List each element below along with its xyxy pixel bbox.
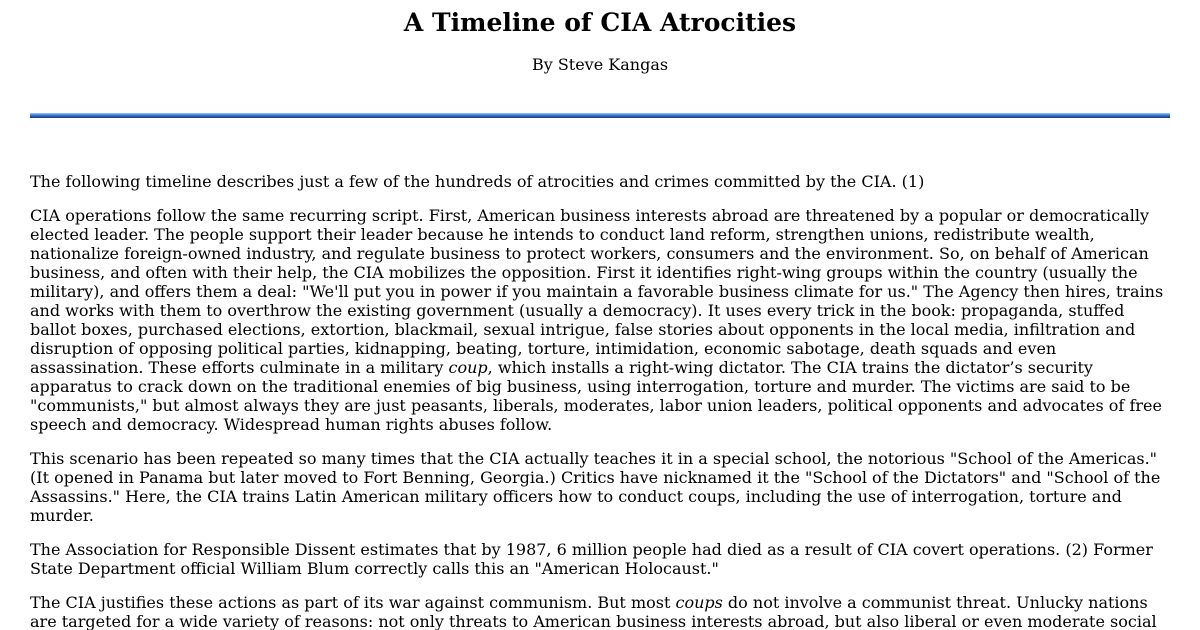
author-byline: By Steve Kangas xyxy=(531,55,669,74)
article-body xyxy=(30,172,1170,630)
horizontal-rule xyxy=(30,113,1170,118)
paragraph-justification xyxy=(30,593,1170,630)
emphasis-coup: coup xyxy=(448,358,488,377)
paragraph-script xyxy=(30,206,1170,434)
paragraph-text: do not involve a communist threat. Unlucky nations are targeted for a wide variety of reasons: not only threats to American business interests abroad, but also liberal or even moderate social xyxy=(30,593,1157,630)
paragraph-text: The Association for Responsible Dissent estimates that by 1987, 6 million people had died as a result of CIA covert operations. (2) Former State Department official William Blum correctly calls this an "American Holocaust." xyxy=(30,540,1153,578)
paragraph-text: The following timeline describes just a few of the hundreds of atrocities and crimes committed by the CIA. (1) xyxy=(30,172,925,191)
paragraph-text: This scenario has been repeated so many times that the CIA actually teaches it in a special school, the notorious "School of the Americas." (It opened in Panama but later moved to Fort Benning, Georgia.) Critics have nicknamed it the "School of the Dictators" and "School of the Assassins." Here, the CIA trains Latin American military officers how to conduct coups, including the use of interrogation, torture and murder. xyxy=(30,449,1161,525)
paragraph-school xyxy=(30,449,1170,525)
page-title: A Timeline of CIA Atrocities xyxy=(403,8,797,37)
paragraph-text: CIA operations follow the same recurring script. First, American business interests abroad are threatened by a popular or democratically elected leader. The people support their leader because he intends to conduct land reform, strengthen unions, redistribute wealth, nationalize foreign-owned industry, and regulate business to protect workers, consumers and the environment. So, on behalf of American business, and often with their help, the CIA mobilizes the opposition. First it identifies right-wing groups within the country (usually the military), and offers them a deal: "We'll put you in power if you maintain a favorable business climate for us." The Agency then hires, trains and works with them to overthrow the existing government (usually a democracy). It uses every trick in the book: propaganda, stuffed ballot boxes, purchased elections, extortion, blackmail, sexual intrigue, false stories about opponents in the local media, infiltration and disruption of opposing political parties, kidnapping, beating, torture, intimidation, economic sabotage, death squads and even assassination. These efforts culminate in a military xyxy=(30,206,1164,377)
paragraph-text: , which installs a right-wing dictator. The CIA trains the dictator’s security apparatus to crack down on the traditional enemies of big business, using interrogation, torture and murder. The victims are said to be "communists," but almost always they are just peasants, liberals, moderates, labor union leaders, political opponents and advocates of free speech and democracy. Widespread human rights abuses follow. xyxy=(30,358,1162,434)
paragraph-intro xyxy=(30,172,1170,191)
paragraph-estimate xyxy=(30,540,1170,578)
emphasis-coups: coups xyxy=(675,593,723,612)
paragraph-text: The CIA justifies these actions as part of its war against communism. But most xyxy=(30,593,676,612)
